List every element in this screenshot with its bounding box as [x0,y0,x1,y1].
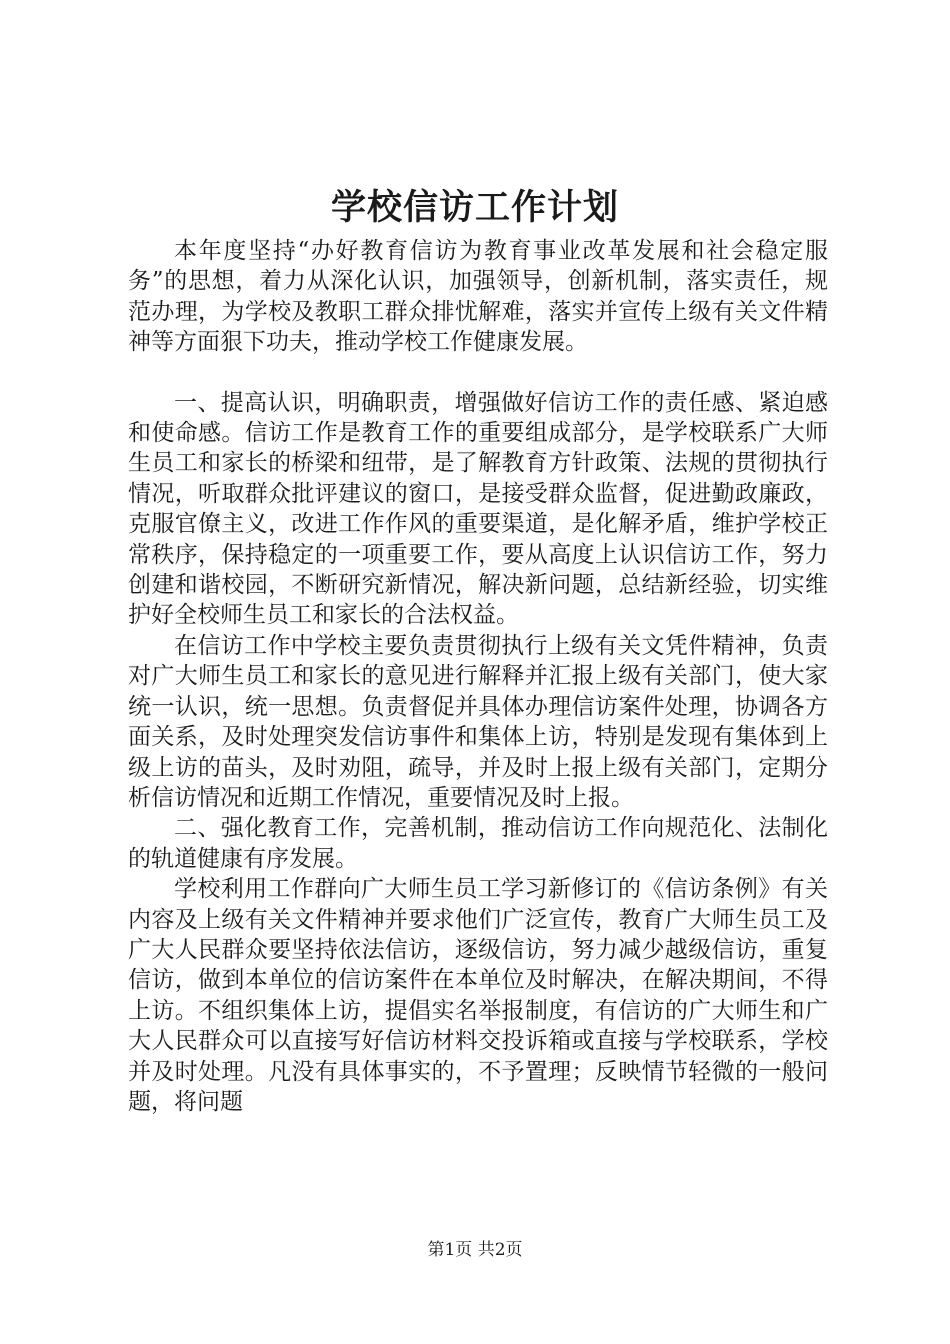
document-title: 学校信访工作计划 [330,187,619,228]
intro-paragraph: 本年度坚持“办好教育信访为教育事业改革发展和社会稳定服务”的思想，着力从深化认识，加强领导，创新机制，落实责任，规范办理，为学校及教职工群众排忧解难，落实并宣传上级有关文件精神等方面狠下功夫，推动学校工作健康发展。 [128,238,828,356]
education-paragraph: 学校利用工作群向广大师生员工学习新修订的《信访条例》有关内容及上级有关文件精神并要求他们广泛宣传，教育广大师生员工及广大人民群众要坚持依法信访，逐级信访，努力减少越级信访，重复信访，做到本单位的信访案件在本单位及时解决，在解决期间，不得上访。不组织集体上访，提倡实名举报制度，有信访的广大师生和广大人民群众可以直接写好信访材料交投诉箱或直接与学校联系，学校并及时处理。凡没有具体事实的，不予置理；反映情节轻微的一般问题，将问题 [128,876,828,1115]
page-number-footer: 第1页 共2页 [427,1240,523,1260]
section-one-paragraph: 一、提高认识，明确职责，增强做好信访工作的责任感、紧迫感和使命感。信访工作是教育工作的重要组成部分，是学校联系广大师生员工和家长的桥梁和纽带，是了解教育方针政策、法规的贯彻执行情况，听取群众批评建议的窗口，是接受群众监督，促进勤政廉政，克服官僚主义，改进工作作风的重要渠道，是化解矛盾，维护学校正常秩序，保持稳定的一项重要工作，要从高度上认识信访工作，努力创建和谐校园，不断研究新情况，解决新问题，总结新经验，切实维护好全校师生员工和家长的合法权益。 [128,389,828,629]
responsibility-paragraph: 在信访工作中学校主要负责贯彻执行上级有关文凭件精神，负责对广大师生员工和家长的意见进行解释并汇报上级有关部门，使大家统一认识，统一思想。负责督促并具体办理信访案件处理，协调各方面关系，及时处理突发信访事件和集体上访，特别是发现有集体到上级上访的苗头，及时劝阻，疏导，并及时上报上级有关部门，定期分析信访情况和近期工作情况，重要情况及时上报。 [128,632,828,811]
document-body [128,236,828,1117]
section-two-heading-paragraph: 二、强化教育工作，完善机制，推动信访工作向规范化、法制化的轨道健康有序发展。 [128,815,828,872]
